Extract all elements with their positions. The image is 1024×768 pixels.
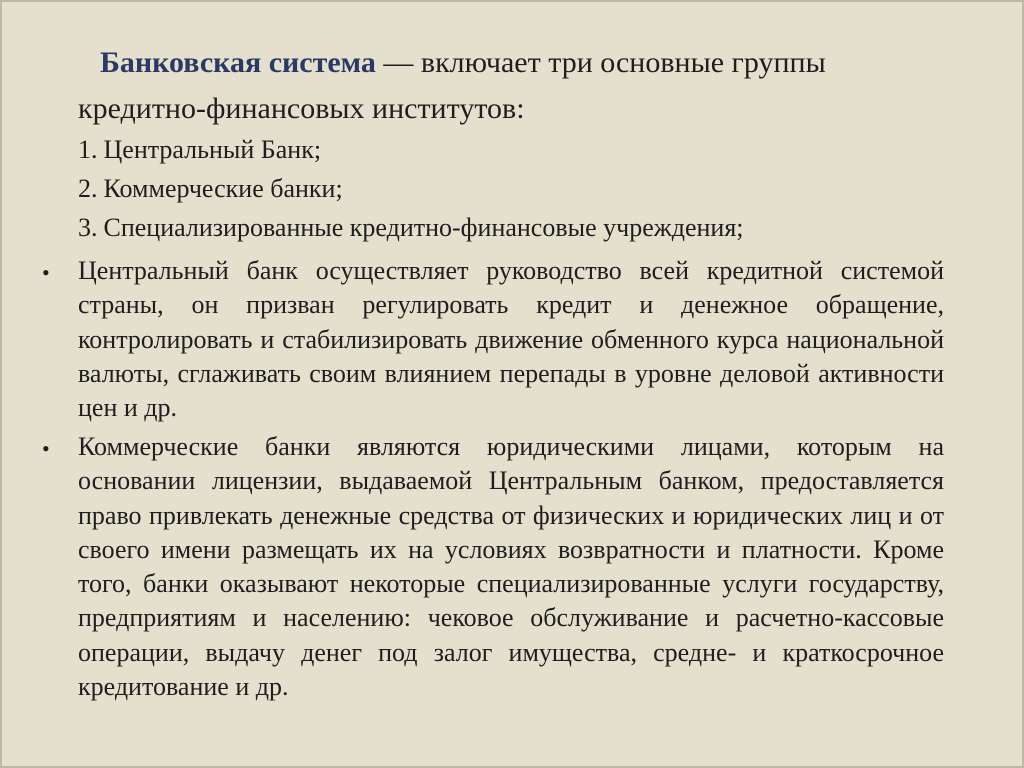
group-text: Центральный Банк; [103,135,322,164]
group-number: 1. [78,135,98,164]
group-number: 2. [78,174,98,203]
group-text: Специализированные кредитно-финансовые учреждения; [103,213,744,242]
group-text: Коммерческие банки; [103,174,343,203]
bullet-marker: • [42,260,50,285]
group-item-specialized [78,211,744,245]
paragraph-central-bank: Центральный банк осуществляет руководство всей кредитной системой страны, он призван регулировать кредит и денежное обращение, контролировать и стабилизировать движение обменного курса национальной валюты, сглаживать своим влиянием перепады в уровне деловой активности цен и др. [78,256,944,423]
bullet-marker: • [42,436,50,461]
paragraph-commercial-banks: Коммерческие банки являются юридическими лицами, которым на основании лицензии, выдаваемой Центральным банком, предоставляется право привлекать денежные средства от физических и юридических лиц и от своего имени размещать их на условиях возвратности и платности. Кроме того, банки оказывают некоторые специализированные услуги государству, предприятиям и населению: чековое обслуживание и расчетно-кассовые операции, выдачу денег под залог имущества, средне- и краткосрочное кредитование и др. [78,432,944,702]
group-number: 3. [78,213,98,242]
heading-rest: — включает три основные группы кредитно-финансовых институтов: [78,46,826,125]
slide-heading [78,40,958,132]
group-item-central-bank [78,133,321,167]
group-item-commercial-banks [78,172,343,206]
heading-term: Банковская система [100,46,376,79]
